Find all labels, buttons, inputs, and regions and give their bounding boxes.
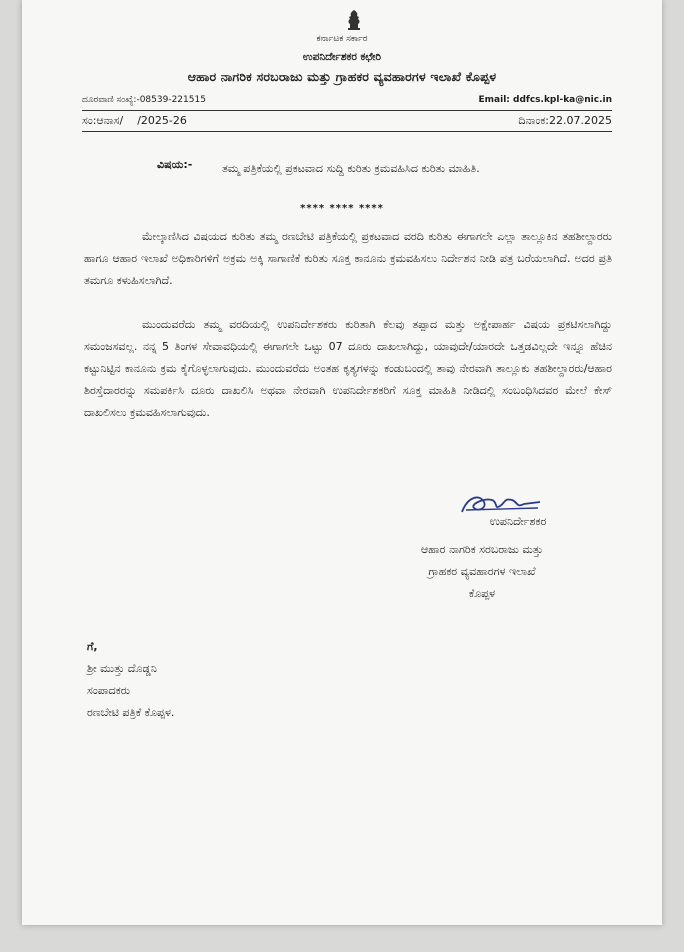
paragraph-text: ಮುಂದುವರೆದು ತಮ್ಮ ವರದಿಯಲ್ಲಿ ಉಪನಿರ್ದೇಶಕರು ಕುರಿತಾಗಿ ಕೆಲವು ತಪ್ಪಾದ ಮತ್ತು ಅಕ್ಷೇಪಾರ್ಹ ವಿಷಯ ಪ್ರಕಟಿಸಲಾಗಿದ್ದು ಸಮಂಜಸವಲ್ಲ. ನನ್ನ 5 ತಿಂಗಳ ಸೇವಾವಧಿಯಲ್ಲಿ ಈಗಾಗಲೇ ಒಟ್ಟು 07 ದೂರು ದಾಖಲಾಗಿದ್ದು, ಯಾವುದೇ/ಯಾರದೇ ಒತ್ತಡವಿಲ್ಲದೇ ಇನ್ನೂ ಹೆಚಿನ ಕಟ್ಟುನಿಟ್ಟಿನ ಕಾನೂನು ಕ್ರಮ ಕೈಗೊಳ್ಳಲಾಗುವುದು. ಮುಂದುವರೆದು ಅಂತಹ ಕೃತ್ಯಗಳನ್ನು ಕಂಡುಬಂದಲ್ಲಿ ತಾವು ನೇರವಾಗಿ ತಾಲ್ಲೂಕು ತಹಶೀಲ್ದಾರರು/ಆಹಾರ ಶಿರಸ್ತೆದಾರರನ್ನು ಸಮಪರ್ಕಿಸಿ ದೂರು ದಾಖಲಿಸಿ ಅಥವಾ ನೇರವಾಗಿ ಉಪನಿರ್ದೇಶಕರಿಗೆ ಸೂಕ್ತ ಮಾಹಿತಿ ನೀಡಿದಲ್ಲಿ ಸಂಬಂಧಿಸಿದವರ ಮೇಲೆ ಕೇಸ್ ದಾಖಲಿಸಲು ಕ್ರಮವಹಿಸಲಾಗುವುದು.	[84, 318, 612, 419]
recipient-role: ಸಂಪಾದಕರು	[87, 684, 131, 697]
state-emblem-icon	[342, 8, 366, 32]
body-paragraph-2	[84, 314, 612, 424]
signatory-line-1: ಆಹಾರ ನಾಗರಿಕ ಸರಬರಾಜು ಮತ್ತು	[420, 543, 544, 556]
reference-rule	[82, 131, 612, 132]
paragraph-text: ಮೇಲ್ಕಾಣಿಸಿದ ವಿಷಯದ ಕುರಿತು ತಮ್ಮ ರಣಬೇಟಿ ಪತ್ರಿಕೆಯಲ್ಲಿ ಪ್ರಕಟವಾದ ವರದಿ ಕುರಿತು ಈಗಾಗಲೇ ಎಲ್ಲಾ ತಾಲ್ಲೂಕಿನ ತಹಶೀಲ್ದಾರರು ಹಾಗೂ ಆಹಾರ ಇಲಾಖೆ ಅಧಿಕಾರಿಗಳಿಗೆ ಅಕ್ರಮ ಅಕ್ಕಿ ಸಾಗಾಣಿಕೆ ಕುರಿತು ಸೂಕ್ತ ಕಾನೂನು ಕ್ರಮವಹಿಸಲು ನಿರ್ದೇಶನ ನೀಡಿ ಪತ್ರ ಬರೆಯಲಾಗಿದೆ. ಅದರ ಪ್ರತಿ ತಮಗೂ ಕಳುಹಿಸಲಾಗಿದೆ.	[84, 230, 612, 287]
office-name: ಉಪನಿರ್ದೇಶಕರ ಕಛೇರಿ	[302, 51, 382, 63]
signatory-line-3: ಕೊಪ್ಪಳ	[468, 587, 496, 600]
subject-text: ತಮ್ಮ ಪತ್ರಿಕೆಯಲ್ಲಿ ಪ್ರಕಟವಾದ ಸುದ್ದಿ ಕುರಿತು ಕ್ರಮವಹಿಸಿದ ಕುರಿತು ಮಾಹಿತಿ.	[222, 162, 480, 175]
contact-row	[82, 95, 612, 105]
signatory-line-2: ಗ್ರಾಹಕರ ವ್ಯವಹಾರಗಳ ಇಲಾಖೆ	[428, 565, 536, 578]
letter-page	[22, 0, 662, 925]
body-paragraph-1	[84, 226, 612, 292]
separator: **** **** ****	[300, 203, 384, 214]
recipient-name: ಶ್ರೀ ಮುತ್ತು ದೊಡ್ಡನಿ	[87, 662, 157, 675]
email-address: Email: ddfcs.kpl-ka@nic.in	[478, 95, 612, 105]
signatory-designation: ಉಪನಿರ್ದೇಶಕರ	[489, 515, 547, 528]
header-rule	[82, 110, 612, 111]
department-name: ಆಹಾರ ನಾಗರಿಕ ಸರಬರಾಜು ಮತ್ತು ಗ್ರಾಹಕರ ವ್ಯವಹಾರಗಳ ಇಲಾಖೆ ಕೊಪ್ಪಳ	[187, 69, 497, 84]
letter-date: ದಿನಾಂಕ:22.07.2025	[518, 114, 612, 127]
recipient-paper: ರಣಬೇಟಿ ಪತ್ರಿಕೆ ಕೊಪ್ಪಳ.	[87, 706, 175, 719]
phone-number: ದೂರವಾಣಿ ಸಂಖ್ಯೆ:-08539-221515	[82, 95, 206, 105]
reference-row	[82, 114, 612, 128]
reference-number: ಸಂ:ಆನಾಸ/ /2025-26	[82, 114, 187, 127]
subject-label: ವಿಷಯ:-	[157, 158, 193, 171]
govt-name: ಕರ್ನಾಟಕ ಸರ್ಕಾರ	[316, 34, 368, 44]
to-label: ಗೆ,	[87, 640, 98, 653]
